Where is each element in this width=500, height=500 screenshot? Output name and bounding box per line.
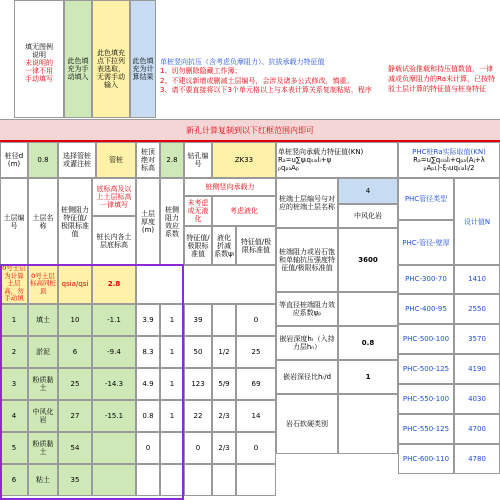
row-1-lq (212, 304, 236, 336)
embed-ratio-label: 嵌岩深径比hᵣ/d (276, 360, 338, 394)
col-char-value: 特征值/极限标准值 (184, 226, 212, 266)
copy-banner (0, 120, 500, 140)
legend-text-5: 手动填写 (25, 75, 53, 84)
row-6-v2 (236, 464, 276, 496)
row-5-name[interactable]: 粉质黏土 (28, 432, 58, 464)
legend-dropdown-text: 此色填充点下拉列表选取，无需手动输入 (97, 48, 125, 90)
col-layer-no: 土层编号 (0, 178, 28, 266)
instructions-block (160, 0, 380, 118)
pile-top-elev-input[interactable]: 2.8 (160, 142, 184, 178)
col-thickness: 土层厚度(m) (136, 178, 160, 266)
row-1-c: 1 (160, 304, 184, 336)
phc-type-2: PHC-400-95 (398, 294, 454, 324)
row-2-t: 8.3 (136, 336, 160, 368)
row-6-no[interactable]: 6 (0, 464, 28, 496)
legend-text-2: 说明 (32, 51, 46, 60)
end-layer-name: 中风化岩 (338, 204, 398, 228)
row-6-c (160, 464, 184, 496)
row-2-lq: 1/2 (212, 336, 236, 368)
row-5-v: 0 (184, 432, 212, 464)
end-resist-value: 3600 (338, 228, 398, 292)
row-1-q[interactable]: 10 (58, 304, 92, 336)
col-vertical-capacity: 桩侧竖向承载力 (184, 178, 276, 196)
end-layer-label: 桩端土层编号与对应的桩端土层名称 (276, 178, 338, 228)
row-5-q[interactable]: 54 (58, 432, 92, 464)
row-3-elev[interactable]: -14.3 (92, 368, 136, 400)
equal-dia-label: 等直径桩端阻力效应系数ψₚ (276, 292, 338, 326)
pile-type-select[interactable]: 管桩 (96, 142, 136, 178)
row-3-no[interactable]: 3 (0, 368, 28, 400)
pile-diameter-label: 桩径d(m) (0, 142, 28, 178)
row-2-no[interactable]: 2 (0, 336, 28, 368)
col-layer-name: 土层名称 (28, 178, 58, 266)
row-4-c: 1 (160, 400, 184, 432)
row-6-lq (212, 464, 236, 496)
right-notes-block (388, 0, 500, 118)
instruction-title: 单桩竖向抗压（含考虑负摩阻力）、抗拔承载力特征值 (160, 58, 325, 66)
phc-value-3: 3570 (454, 324, 500, 354)
row-6-t (136, 464, 160, 496)
row-6-name[interactable]: 粘土 (28, 464, 58, 496)
row-4-t: 0.8 (136, 400, 160, 432)
row-2-v: 50 (184, 336, 212, 368)
col-reduce-coef: 液化折减系数ψₗ (212, 226, 236, 266)
row-3-v: 123 (184, 368, 212, 400)
pile-top-elev-label: 桩顶绝对标高 (136, 142, 160, 178)
row-2-elev[interactable]: -9.4 (92, 336, 136, 368)
right-note-3: 驳土层计算的特征值与桩身特征 (388, 85, 486, 94)
formula-phc-line2: ₚAₚ₁)-ξₙuqₛᵢₐlᵢ/2 (423, 164, 475, 173)
phc-design-label: 设计值N (454, 178, 500, 266)
right-note-1: 静载试验推载和持压值数值，一律 (388, 65, 493, 73)
special-row-note-1: 0号土层为计算土层高，勿手动填 (0, 264, 28, 304)
phc-value-2: 2550 (454, 294, 500, 324)
hole-no-select[interactable]: ZK33 (212, 142, 276, 178)
col-bottom-elev-note: 底标高及以上土层标高一律填写 (92, 178, 136, 216)
phc-value-1: 1410 (454, 264, 500, 294)
instruction-line-2: 2、不建议新增或删减土层编号，会涉及诸多公式修改，慎重。 (160, 76, 354, 85)
phc-type-1: PHC-300-70 (398, 264, 454, 294)
pile-diameter-input[interactable]: 0.8 (28, 142, 58, 178)
legend-text-4: 一律不用 (25, 67, 53, 76)
formula-phc-cell (398, 142, 500, 178)
row-3-lq: 5/9 (212, 368, 236, 400)
row-5-no[interactable]: 5 (0, 432, 28, 464)
phc-type-label: PHC管径类型 (398, 178, 454, 220)
special-row-blank (136, 264, 276, 304)
legend-dropdown-input (92, 0, 130, 118)
row-6-q[interactable]: 35 (58, 464, 92, 496)
row-3-t: 4.9 (136, 368, 160, 400)
special-row-qsia: qsia/qsi (58, 264, 92, 304)
col-liquefaction: 考虑液化 (212, 196, 276, 226)
row-5-c (160, 432, 184, 464)
legend-text-1: 填无图例 (25, 43, 53, 51)
phc-type-6: PHC-550-125 (398, 414, 454, 444)
phc-value-5: 4030 (454, 384, 500, 414)
formula-phc-title: PHC桩Ra实际取值(KN) (412, 147, 486, 156)
formula-ra-line2: ₚqₚₐAₚ (278, 164, 299, 173)
phc-type-label-2: PHC-管径-壁厚 (398, 220, 454, 266)
legend-manual-input (64, 0, 92, 118)
col-qsia: 桩侧阻力特征值/极限标准值 (58, 178, 92, 266)
row-4-no[interactable]: 4 (0, 400, 28, 432)
rock-type-label: 岩石软硬类别 (276, 394, 338, 454)
special-row-bottom: 2.8 (92, 264, 136, 304)
row-5-lq: 2/3 (212, 432, 236, 464)
phc-type-3: PHC-500-100 (398, 324, 454, 354)
row-3-c: 1 (160, 368, 184, 400)
embed-depth-label: 嵌岩深度hᵣ（入持力层hₙ） (276, 326, 338, 360)
legend-calculated (130, 0, 156, 118)
copy-banner-text: 新孔计算复制到以下红框范围内即可 (186, 125, 314, 135)
formula-ra-title: 单桩竖向承载力特征值(KN) (278, 147, 364, 156)
phc-type-7: PHC-600-110 (398, 444, 454, 474)
pile-type-label: 选择管桩或灌注桩 (58, 142, 96, 178)
phc-type-5: PHC-550-100 (398, 384, 454, 414)
rock-type-value (338, 394, 398, 454)
formula-phc-line1: Rₐ=u∑qₛᵢₐlᵢ+qₚₐ(Aⱼ+λ (413, 155, 485, 164)
row-1-v2: 0 (236, 304, 276, 336)
top-header-area (0, 0, 500, 120)
row-6-elev[interactable] (92, 464, 136, 496)
row-3-q[interactable]: 25 (58, 368, 92, 400)
phc-value-4: 4190 (454, 354, 500, 384)
row-5-v2: 0 (236, 432, 276, 464)
row-1-v: 39 (184, 304, 212, 336)
special-row-note-2: 0号土层标高同桩顶 (28, 264, 58, 304)
row-2-v2: 25 (236, 336, 276, 368)
row-4-v: 22 (184, 400, 212, 432)
row-1-name[interactable]: 填土 (28, 304, 58, 336)
row-4-v2: 14 (236, 400, 276, 432)
formula-ra-line1: Rₐ=u∑ψᵢqₛᵢₐlᵢ+ψ (278, 155, 332, 164)
row-4-q[interactable]: 27 (58, 400, 92, 432)
phc-value-7: 4780 (454, 444, 500, 474)
legend-col-description (14, 0, 64, 118)
row-2-c: 1 (160, 336, 184, 368)
right-note-2: 减或负摩阻力的Ra未计算，已按特 (388, 75, 495, 84)
end-resist-label: 桩端阻力或岩石饱和单轴抗压强度特征值/极限标准值 (276, 228, 338, 292)
row-3-name[interactable]: 粉质黏土 (28, 368, 58, 400)
row-4-name[interactable]: 中风化岩 (28, 400, 58, 432)
instruction-line-3: 3、请不要直接将以下3个单元格以上与本表计算关系复制粘贴，程序 (160, 86, 372, 95)
legend-calc-text: 此色填充为计算结果 (132, 56, 154, 82)
col-depth-bottom (92, 216, 136, 266)
col-side-resist-coef: 桩侧阻力效应系数 (160, 178, 184, 266)
row-2-name[interactable]: 淤泥 (28, 336, 58, 368)
row-1-elev[interactable]: -1.1 (92, 304, 136, 336)
row-6-v (184, 464, 212, 496)
col-no-liquefaction: 未考虑或无液化 (184, 196, 212, 226)
formula-ra-cell (276, 142, 398, 178)
row-4-elev[interactable]: -15.1 (92, 400, 136, 432)
row-1-t: 3.9 (136, 304, 160, 336)
row-2-q[interactable]: 6 (58, 336, 92, 368)
row-5-elev[interactable] (92, 432, 136, 464)
phc-type-4: PHC-500-125 (398, 354, 454, 384)
hole-no-label: 钻孔编号 (184, 142, 212, 178)
embed-depth-value: 0.8 (338, 326, 398, 360)
row-1-no[interactable]: 1 (0, 304, 28, 336)
row-3-v2: 69 (236, 368, 276, 400)
phc-value-6: 4700 (454, 414, 500, 444)
col-depth-bottom-text: 桩长内各土层底标高 (96, 232, 132, 249)
legend-text-3: 未说明的 (25, 59, 53, 68)
equal-dia-value (338, 292, 398, 326)
row-4-lq: 2/3 (212, 400, 236, 432)
embed-ratio-value: 1 (338, 360, 398, 394)
legend-manual-text: 此色填充为手动填入 (67, 56, 89, 82)
col-char-value-2: 特征值/极限标准值 (236, 226, 276, 266)
row-5-t: 0 (136, 432, 160, 464)
instruction-line-1: 1、切勿删除隐藏工作簿； (160, 67, 242, 76)
end-layer-no[interactable]: 4 (338, 178, 398, 204)
